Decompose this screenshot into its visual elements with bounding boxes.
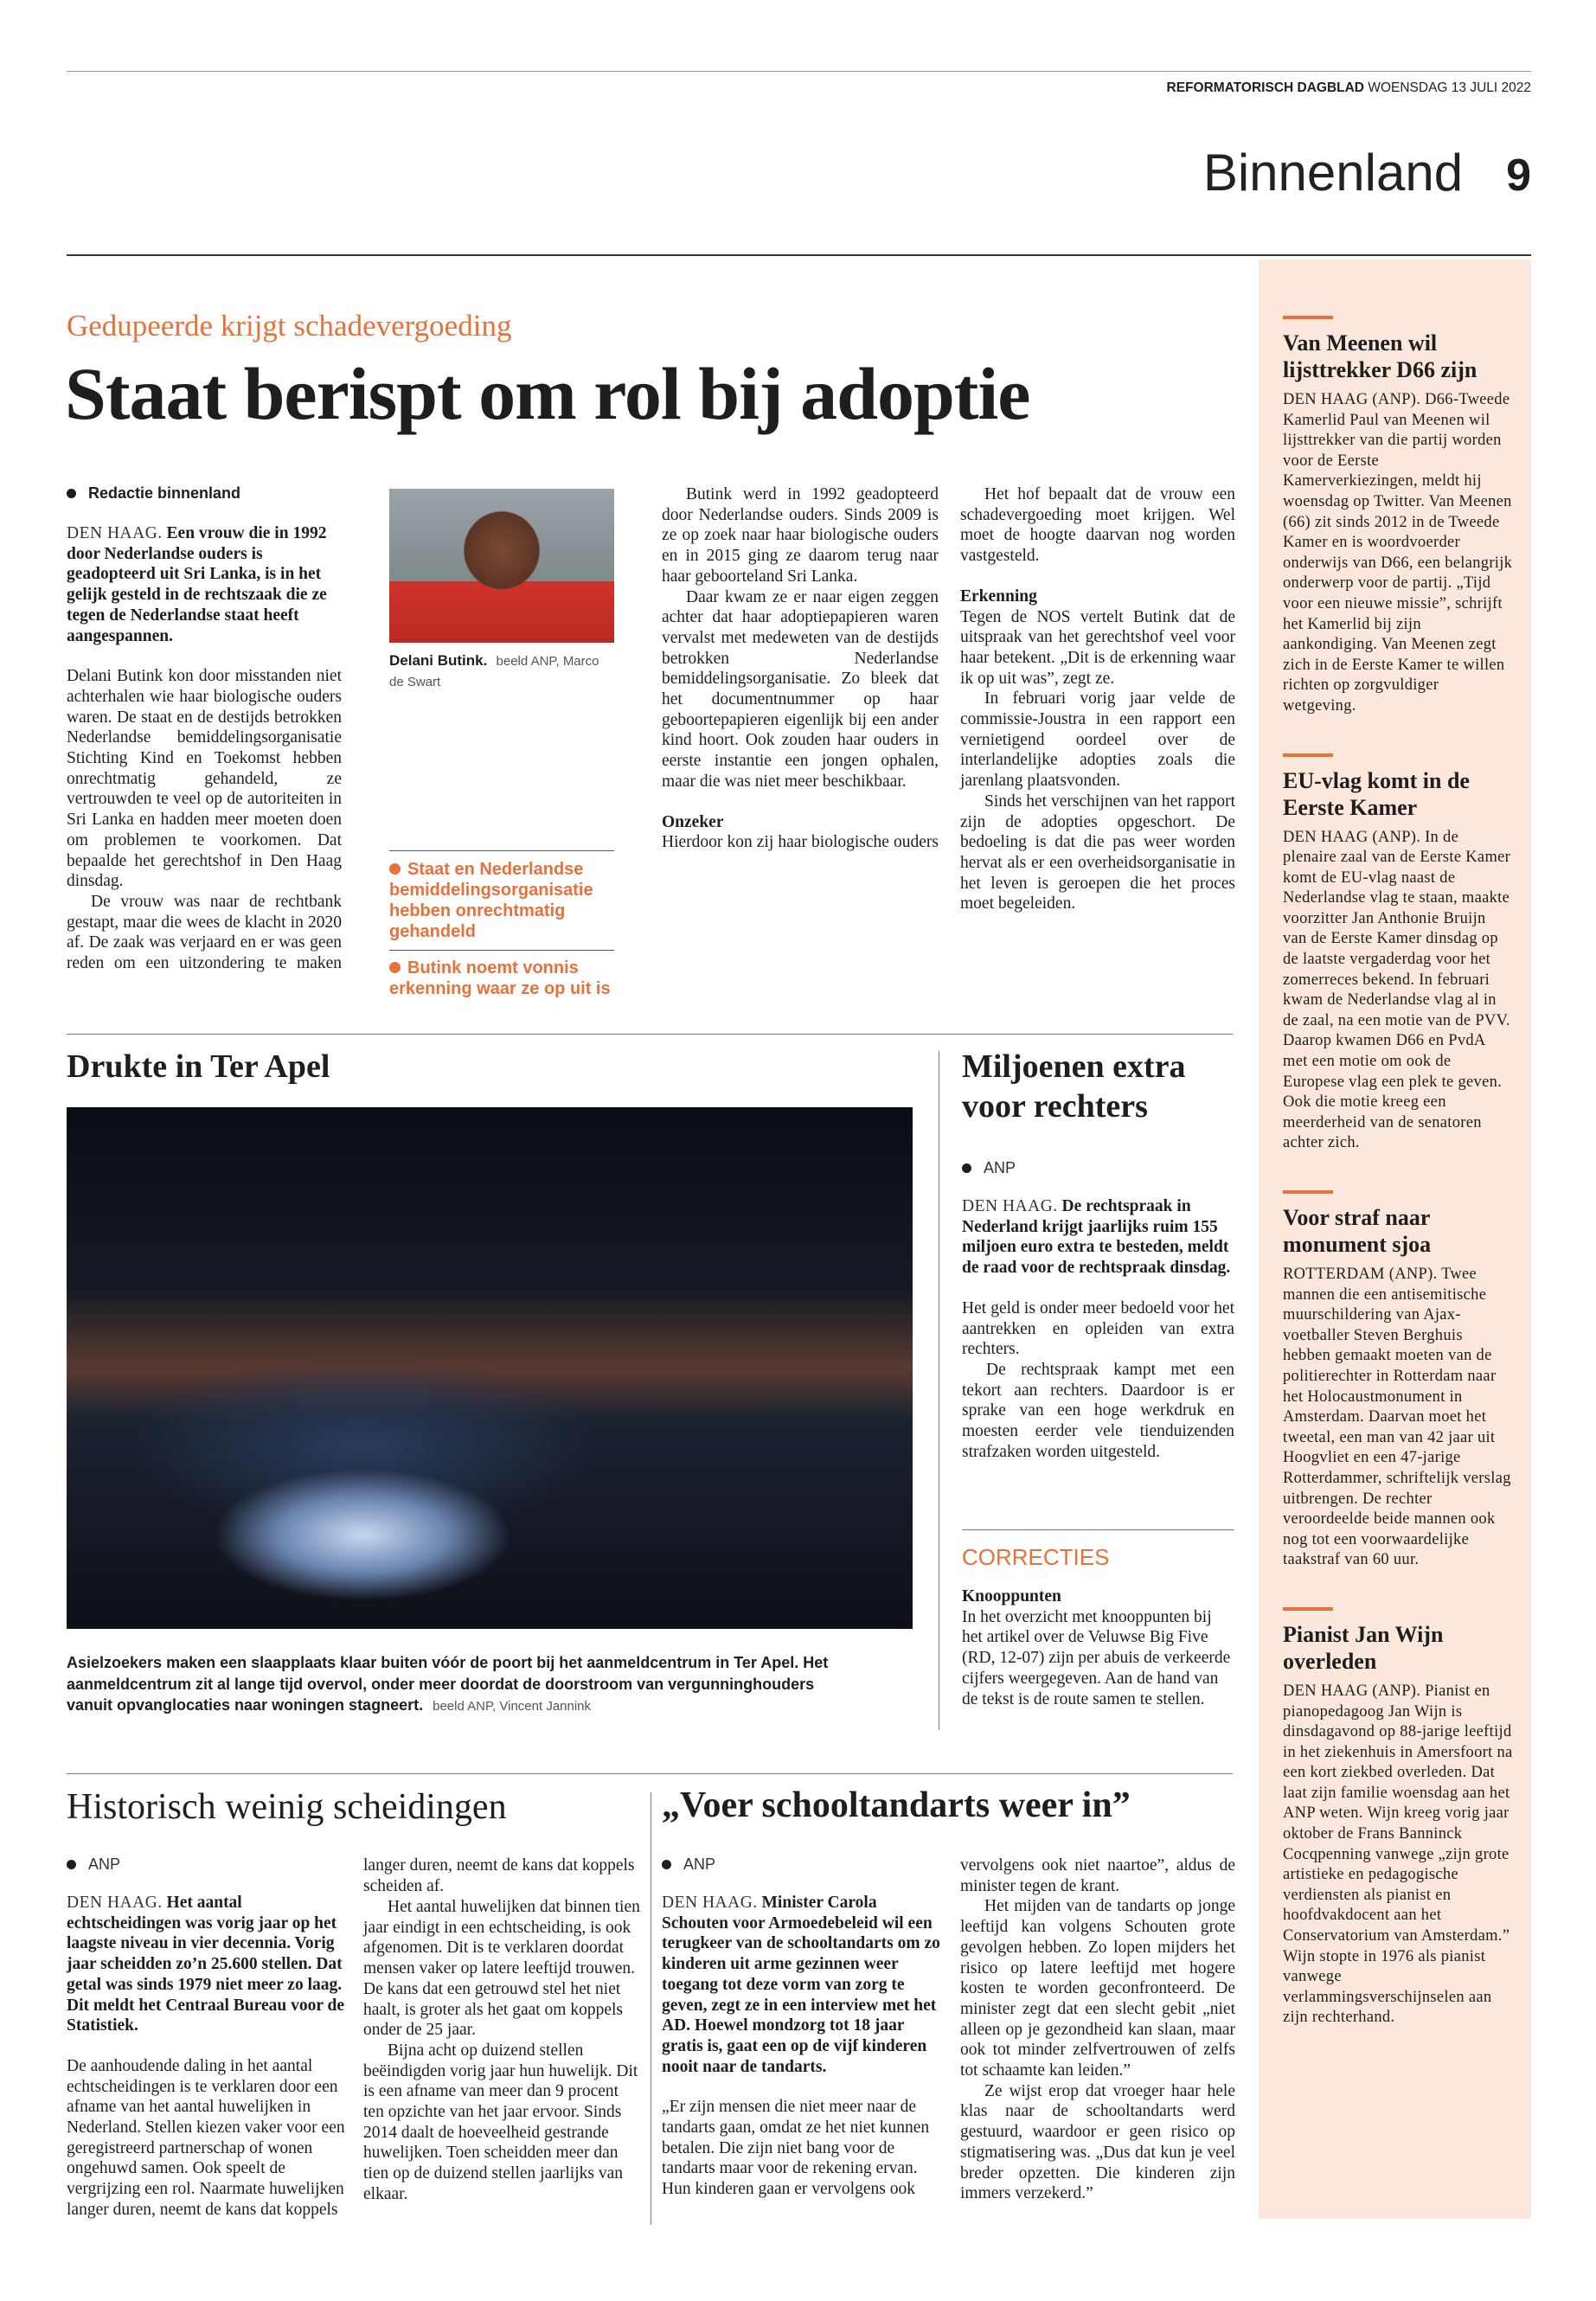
masthead-line xyxy=(1167,80,1531,96)
dateline: DEN HAAG. xyxy=(67,524,163,542)
correcties-rule xyxy=(962,1529,1234,1530)
paragraph: Delani Butink kon door misstanden niet achterhalen wie haar biologische ouders waren. De staat en de destijds betrokken Nederlandse bemiddelingsorganisatie Stichting Kind en Toekomst hebben onrechtmatig gehandeld, ze vertrouwden te veel op de autoriteiten in Sri Lanka en hadden meer moeten doen om problemen te voorkomen. Dat bepaalde het gerechtshof in Den Haag dinsdag. xyxy=(67,667,342,891)
bullet-icon xyxy=(67,1860,76,1869)
paragraph: Het mijden van de tandarts op jonge leeftijd kan volgens Schouten grote gevolgen hebben. Zo lopen mijders het risico op latere leeftijd met hogere kosten te worden geconfronteerd. De minister zegt dat een slecht gebit „niet alleen op je gezondheid kan slaan, maar ook tot minder zelfvertrouwen of zelfs tot schaamte kan leiden.” xyxy=(960,1897,1235,2080)
tandarts-col-2 xyxy=(960,1856,1235,2204)
byline-text: Redactie binnenland xyxy=(88,484,241,502)
rechters-article xyxy=(962,1047,1234,1462)
bullet-icon xyxy=(962,1163,971,1173)
tandarts-headline[interactable]: „Voer schooltandarts weer in” xyxy=(662,1785,1131,1825)
byline xyxy=(67,1856,348,1874)
bullet-icon xyxy=(389,863,401,875)
correcties-title: CORRECTIES xyxy=(962,1544,1110,1570)
pullquote-text: Staat en Nederlandse bemiddelingsorganisatie hebben onrechtmatig gehandeld xyxy=(389,860,593,941)
byline-text: ANP xyxy=(88,1856,121,1873)
sidebar-item-text: DEN HAAG (ANP). D66-Tweede Kamerlid Paul van Meenen wil lijsttrekker van die partij worden voor de Eerste Kamerverkiezingen, meldt hij woensdag op Twitter. Van Meenen (66) zit sinds 2012 in de Tweede Kamer en is woordvoerder onderwijs van D66, een belangrijk onderwerp voor de partij. „Tijd voor een nieuwe missie”, schrijft het Kamerlid bij zijn aankondiging. Van Meenen zegt zich in de Eerste Kamer te willen richten op zorgvuldiger wetgeving. xyxy=(1283,391,1513,715)
rechters-headline[interactable]: Miljoenen extra voor rechters xyxy=(962,1048,1186,1125)
sidebar-item-title[interactable]: Pianist Jan Wijn overleden xyxy=(1283,1621,1444,1674)
terapel-headline[interactable]: Drukte in Ter Apel xyxy=(67,1048,330,1085)
photo-credit: beeld ANP, Vincent Jannink xyxy=(433,1699,592,1714)
paragraph: langer duren, neemt de kans dat koppels scheiden af. xyxy=(363,1856,635,1895)
sidebar-item xyxy=(1283,753,1514,1155)
paragraph: De aanhoudende daling in het aantal echtscheidingen is te verklaren door een afname van het aantal huwelijken in Nederland. Stellen kiezen vaker voor een geregistreerd partnerschap of wonen ongehuwd samen. Ook speelt de vergrijzing een rol. Naarmate huwelijken langer duren, neemt de kans dat koppels xyxy=(67,2056,345,2219)
sidebar-item-text: DEN HAAG (ANP). In de plenaire zaal van de Eerste Kamer komt de EU-vlag naast de Nederlandse vlag te staan, maakte voorzitter Jan Anthonie Bruijn van de Eerste Kamer dinsdag op de laatste vergaderdag voor het zomerreces bekend. In februari kwam de Nederlandse vlag al in de zaal, na een motie van de PVV. Daarop kwamen D66 en PvdA met een motie om ook de Europese vlag een plek te geven. Ook die motie kreeg een meerderheid van de senatoren achter zich. xyxy=(1283,828,1511,1152)
paragraph: Sinds het verschijnen van het rapport zijn de adopties opgeschort. De bedoeling is dat die pas weer worden hervat als er een overheidsorganisatie in het leven is geroepen die het proces moet begeleiden. xyxy=(960,792,1235,913)
pullquote-rule xyxy=(389,950,614,951)
pullquote-2 xyxy=(389,958,614,999)
portrait-photo xyxy=(389,489,614,643)
correcties xyxy=(962,1544,1234,1709)
paragraph: Hierdoor kon zij haar biologische ouders xyxy=(662,833,939,852)
paragraph: „Er zijn mensen die niet meer naar de tandarts gaan, omdat ze het niet kunnen betalen. Die zijn niet bang voor de tandarts maar voor de rekening ervan. Hun kinderen gaan er vervolgens ook xyxy=(662,2098,930,2199)
paragraph: Tegen de NOS vertelt Butink dat de uitspraak van het gerechtshof veel voor haar betekent. „Dit is de erkenning waar ik op uit was”, zegt ze. xyxy=(960,607,1235,688)
sidebar-item xyxy=(1283,1190,1514,1571)
byline xyxy=(662,1856,940,1874)
bullet-icon xyxy=(389,962,401,973)
tandarts-col-1 xyxy=(662,1856,940,2199)
intro-text: Het aantal echtscheidingen was vorig jaar op het laagste niveau in vier decennia. Vorig jaar scheidden zo’n 25.600 stellen. Dat getal was sinds 1979 niet meer zo laag. Dit meldt het Centraal Bureau voor de Statistiek. xyxy=(67,1894,344,2035)
paragraph: Het geld is onder meer bedoeld voor het aantrekken en opleiden van extra rechters. xyxy=(962,1298,1234,1359)
paper-name: REFORMATORISCH DAGBLAD xyxy=(1166,80,1365,95)
paragraph: Ze wijst erop dat vroeger haar hele klas naar de schooltandarts werd gestuurd, waardoor er geen risico op stigmatisering was. „Dus dat kun je veel breder opzetten. Die kinderen zijn immers verzekerd.” xyxy=(960,2081,1235,2203)
bullet-icon xyxy=(67,489,76,498)
issue-date: WOENSDAG 13 JULI 2022 xyxy=(1368,80,1531,95)
dateline: DEN HAAG. xyxy=(662,1894,758,1912)
subheading: Erkenning xyxy=(960,586,1037,606)
paragraph: De vrouw was naar de rechtbank gestapt, maar die wees de klacht in 2020 af. De zaak was verjaard en er was geen reden om een uitzondering te maken xyxy=(67,892,342,973)
page-number: 9 xyxy=(1506,151,1531,201)
pullquote-rule xyxy=(389,850,614,851)
sidebar-item-title[interactable]: Voor straf naar monument sjoa xyxy=(1283,1205,1432,1257)
intro-text: De rechtspraak in Nederland krijgt jaarlijks ruim 155 miljoen euro extra te besteden, meldt de raad voor de rechtspraak dinsdag. xyxy=(962,1197,1231,1278)
paragraph: De rechtspraak kampt met een tekort aan rechters. Daardoor is er sprake van een hoge werkdruk en moesten eerder vele tienduizenden strafzaken worden uitgesteld. xyxy=(962,1360,1234,1461)
paragraph: Daar kwam ze er naar eigen zeggen achter dat haar adoptiepapieren waren vervalst met medeweten van de destijds betrokken Nederlandse bemiddelingsorganisatie. Zo bleek dat het documentnummer op haar geboortepapieren eigenlijk bij een ander kind hoort. Ook zouden haar ouders in eerste instantie een jongen ophalen, maar die was niet meer beschikbaar. xyxy=(662,587,939,791)
terapel-photo xyxy=(67,1107,913,1629)
photo-credit: beeld ANP, Marco de Swart xyxy=(389,654,599,689)
scheidingen-col-1 xyxy=(67,1856,348,2221)
header-rule xyxy=(67,254,1531,256)
byline-text: ANP xyxy=(984,1159,1016,1176)
accent-bar xyxy=(1283,1607,1333,1611)
sidebar-item-title[interactable]: EU-vlag komt in de Eerste Kamer xyxy=(1283,767,1470,820)
paragraph: Bijna acht op duizend stellen beëindigden vorig jaar hun huwelijk. Dit is een afname van meer dan 9 procent ten opzichte van het jaar ervoor. Sinds 2014 daalt de hoeveelheid gestrande huwelijken. Toen scheidden meer dan tien op de duizend stellen jaarlijks van elkaar. xyxy=(363,2041,638,2203)
dateline: DEN HAAG. xyxy=(962,1197,1058,1215)
sidebar-item-text: DEN HAAG (ANP). Pianist en pianopedagoog Jan Wijn is dinsdagavond op 88-jarige leeftijd in het ziekenhuis in Amersfoort na een kort ziekbed overleden. Dat laat zijn familie woensdag aan het ANP weten. Wijn kreeg vorig jaar oktober de Frans Banninck Cocqpenning vanwege „zijn grote artistieke en pedagogische verdiensten als pianist en hoofdvakdocent aan het Conservatorium van Amsterdam.” Wijn stopte in 1976 als pianist vanwege verlammingsverschijnselen aan zijn rechterhand. xyxy=(1283,1682,1513,2027)
paragraph: Het hof bepaalt dat de vrouw een schadevergoeding moet krijgen. Wel moet de hoogte daarvan nog worden vastgesteld. xyxy=(960,485,1235,566)
section-divider xyxy=(67,1773,1233,1774)
paragraph: In februari vorig jaar velde de commissie-Joustra in een rapport een vernietigend oordeel over de interlandelijke adopties zoals die jarenlang plaatsvonden. xyxy=(960,689,1235,791)
scheidingen-headline[interactable]: Historisch weinig scheidingen xyxy=(67,1787,507,1827)
lead-intro xyxy=(662,1893,940,2077)
top-rule xyxy=(67,71,1531,72)
subheading: Knooppunten xyxy=(962,1587,1061,1606)
section-divider xyxy=(67,1034,1233,1035)
section-title: Binnenland xyxy=(1202,144,1464,202)
lead-intro xyxy=(67,1893,348,2036)
caption-text: Asielzoekers maken een slaapplaats klaar buiten vóór de poort bij het aanmeldcentrum in Ter Apel. Het aanmeldcentrum zit al lange tijd overvol, onder meer doordat de doorstroom van vergunninghouders vanuit opvanglocaties naar woningen stagneert. xyxy=(67,1654,829,1714)
paragraph: In het overzicht met knooppunten bij het artikel over de Veluwse Big Five (RD, 12-07) zijn per abuis de verkeerde cijfers weergegeven. Aan de hand van de tekst is de route samen te stellen. xyxy=(962,1607,1231,1708)
lead-col-1 xyxy=(67,484,342,974)
bullet-icon xyxy=(662,1860,671,1869)
lead-intro xyxy=(67,523,342,646)
lead-headline[interactable]: Staat berispt om rol bij adoptie xyxy=(65,352,1030,435)
sidebar-item xyxy=(1283,316,1514,717)
dateline: DEN HAAG. xyxy=(67,1894,163,1912)
lead-kicker: Gedupeerde krijgt schadevergoeding xyxy=(67,309,512,343)
accent-bar xyxy=(1283,1190,1333,1194)
lead-col-3 xyxy=(662,484,939,853)
paragraph: Butink werd in 1992 geadopteerd door Nederlandse ouders. Sinds 2009 is ze op zoek naar haar biologische ouders en in 2015 ging ze daarom terug naar haar geboorteland Sri Lanka. xyxy=(662,485,939,586)
byline xyxy=(67,484,342,503)
lead-intro xyxy=(962,1196,1234,1279)
accent-bar xyxy=(1283,753,1333,757)
accent-bar xyxy=(1283,316,1333,319)
pullquote-1 xyxy=(389,859,614,942)
byline-text: ANP xyxy=(683,1856,716,1873)
terapel-caption xyxy=(67,1652,845,1718)
sidebar-item-title[interactable]: Van Meenen wil lijsttrekker D66 zijn xyxy=(1283,330,1477,382)
sidebar-item-text: ROTTERDAM (ANP). Twee mannen die een antisemitische muurschildering van Ajax-voetballer Steven Berghuis hebben gemaakt moeten van de politierechter in Rotterdam naar het Holocaustmonument in Amsterdam. Daarvan moet het tweetal, een man van 42 jaar uit Hoogvliet en een 47-jarige Rotterdammer, schriftelijk verslag uitbrengen. De rechter veroordeelde beide mannen ook nog tot een voorwaardelijke taakstraf van 60 uur. xyxy=(1283,1266,1511,1569)
intro-text: Minister Carola Schouten voor Armoedebeleid wil een terugkeer van de schooltandarts om zo kinderen uit arme gezinnen weer toegang tot deze vorm van zorg te geven, zegt ze in een interview met het AD. Hoewel mondzorg tot 18 jaar gratis is, gaat een op de vijf kinderen nooit naar de tandarts. xyxy=(662,1894,940,2076)
paragraph: Het aantal huwelijken dat binnen tien jaar eindigt in een echtscheiding, is ook afgenomen. Dit is te verklaren doordat mensen vaker op latere leeftijd trouwen. De kans dat een getrouwd stel het niet haalt, is groter als het gaat om koppels onder de 25 jaar. xyxy=(363,1898,640,2040)
section-header xyxy=(1203,143,1531,202)
sidebar-item xyxy=(1283,1607,1514,2029)
caption-text: Delani Butink. xyxy=(389,652,488,669)
byline xyxy=(962,1159,1234,1177)
news-sidebar xyxy=(1259,260,1531,2219)
paragraph: vervolgens ook niet naartoe”, aldus de minister tegen de krant. xyxy=(960,1856,1235,1895)
lead-col-4 xyxy=(960,484,1235,914)
subheading: Onzeker xyxy=(662,812,724,831)
scheidingen-col-2 xyxy=(363,1856,640,2205)
intro-text: Een vrouw die in 1992 door Nederlandse ouders is geadopteerd uit Sri Lanka, is in het gelijk gesteld in de rechtszaak die ze tegen de Nederlandse staat heeft aangespannen. xyxy=(67,524,327,645)
photo-caption xyxy=(389,651,614,693)
pullquote-text: Butink noemt vonnis erkenning waar ze op uit is xyxy=(389,958,611,998)
